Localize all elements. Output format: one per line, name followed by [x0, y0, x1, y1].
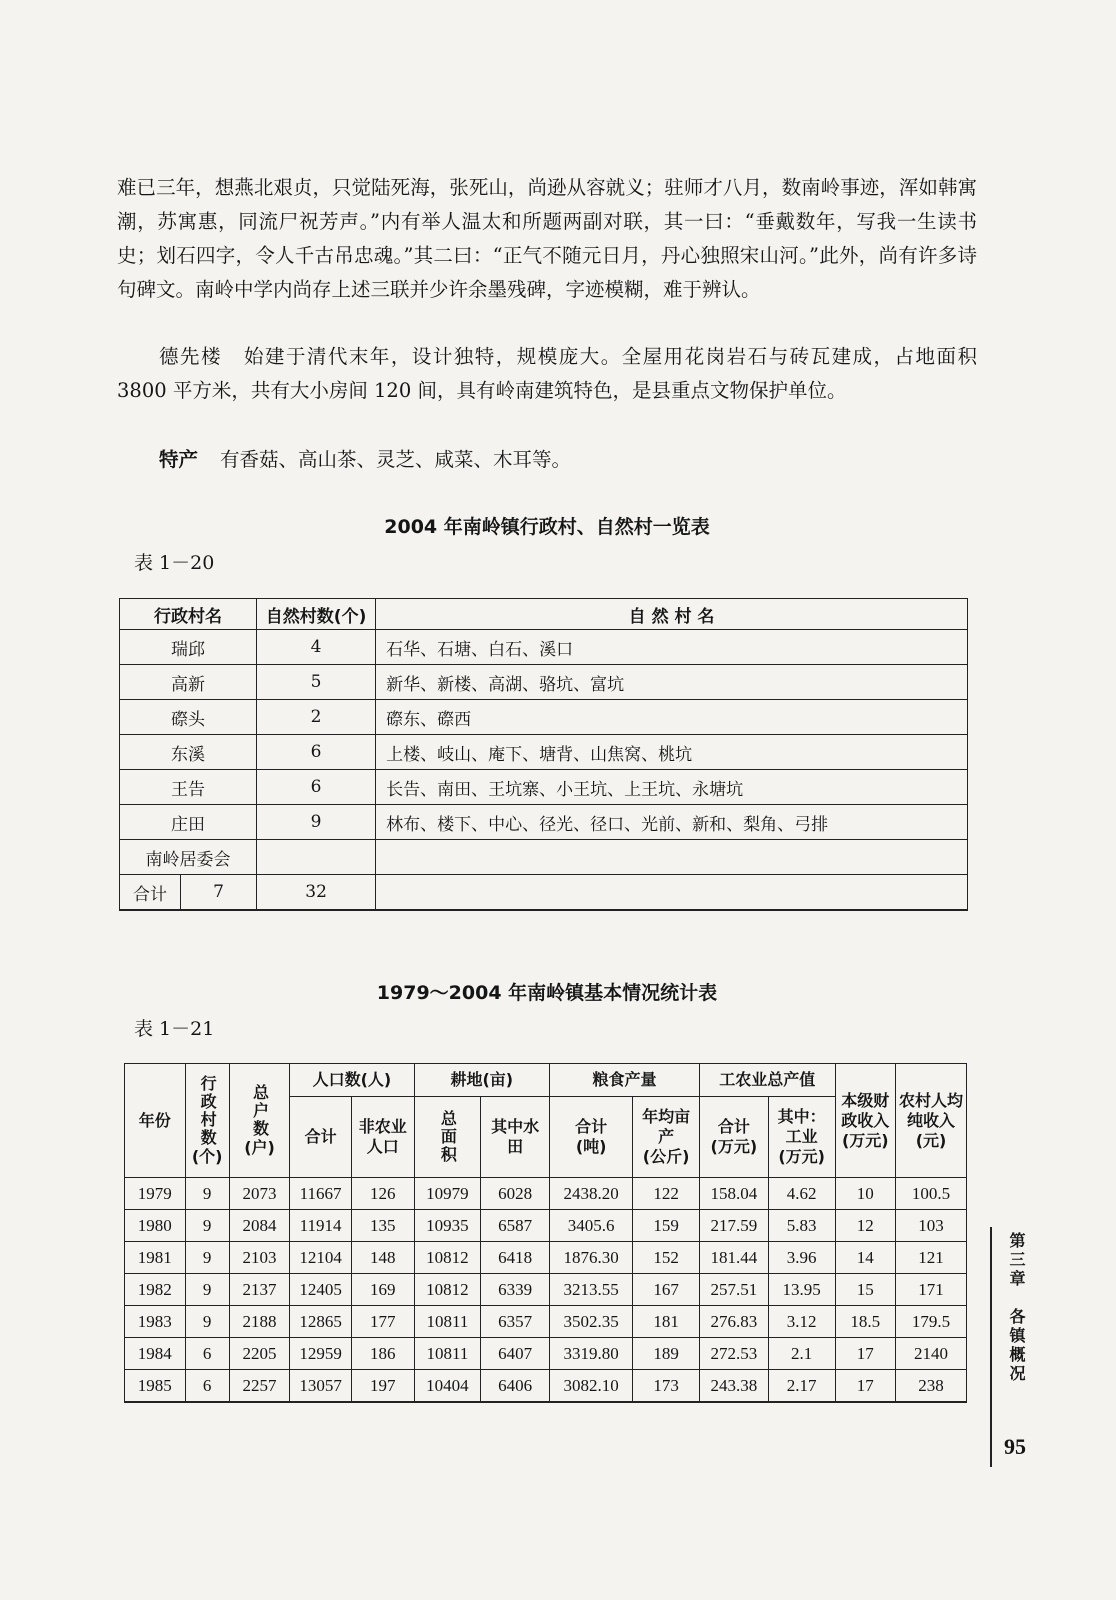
table-row — [125, 1210, 967, 1242]
table-cell: 6587 — [481, 1210, 550, 1242]
table-cell: 171 — [896, 1274, 967, 1306]
table-cell: 6 — [257, 770, 376, 805]
table-row — [125, 1178, 967, 1210]
table-cell: 1980 — [125, 1210, 186, 1242]
table-cell: 5.83 — [768, 1210, 835, 1242]
table-cell: 3082.10 — [550, 1370, 633, 1403]
table-cell: 10979 — [414, 1178, 481, 1210]
header-text: 合计 — [717, 1117, 750, 1136]
table-cell: 4.62 — [768, 1178, 835, 1210]
table-header-row — [120, 599, 968, 630]
paragraph-label: 德先楼 — [159, 345, 222, 368]
table-cell: 1876.30 — [550, 1242, 633, 1274]
header-unit: (万元) — [841, 1130, 889, 1150]
table-cell: 1982 — [125, 1274, 186, 1306]
table-cell: 高新 — [120, 665, 257, 700]
table-cell: 3213.55 — [550, 1274, 633, 1306]
table-cell: 2257 — [229, 1370, 290, 1403]
table-cell: 2084 — [229, 1210, 290, 1242]
column-header: 年份 — [125, 1064, 186, 1178]
table-cell: 6357 — [481, 1306, 550, 1338]
table-cell: 10811 — [414, 1306, 481, 1338]
table-cell: 林布、楼下、中心、径光、径口、光前、新和、梨角、弓排 — [376, 805, 968, 840]
table-cell: 瑞邱 — [120, 630, 257, 665]
table-cell: 2073 — [229, 1178, 290, 1210]
table-row — [120, 700, 968, 735]
header-text: 农村人均纯收入 — [899, 1090, 964, 1130]
header-text: 总面积 — [438, 1110, 458, 1164]
table-cell: 152 — [633, 1242, 700, 1274]
column-header — [414, 1097, 481, 1178]
column-header: 合计 — [290, 1097, 352, 1178]
table-cell: 238 — [896, 1370, 967, 1403]
column-group-header: 人口数(人) — [290, 1064, 414, 1097]
table-cell: 6407 — [481, 1338, 550, 1370]
table-cell: 12 — [835, 1210, 896, 1242]
table-cell: 6418 — [481, 1242, 550, 1274]
header-text: 本级财政收入 — [841, 1090, 890, 1130]
column-header: 其中水田 — [481, 1097, 550, 1178]
table-cell: 12405 — [290, 1274, 352, 1306]
table-cell: 11914 — [290, 1210, 352, 1242]
table-cell: 庄田 — [120, 805, 257, 840]
header-unit: (户) — [244, 1137, 275, 1157]
table-cell: 3.12 — [768, 1306, 835, 1338]
table-cell: 12959 — [290, 1338, 352, 1370]
header-text: 行政村数 — [198, 1074, 218, 1147]
table-cell: 167 — [633, 1274, 700, 1306]
table-row — [120, 735, 968, 770]
table2-title: 1979～2004 年南岭镇基本情况统计表 — [376, 982, 718, 1004]
table-cell: 10404 — [414, 1370, 481, 1403]
table-cell: 2205 — [229, 1338, 290, 1370]
table-row — [120, 840, 968, 875]
paragraph-body: 有香菇、高山茶、灵芝、咸菜、木耳等。 — [220, 448, 572, 471]
table-row — [125, 1274, 967, 1306]
table-cell: 2137 — [229, 1274, 290, 1306]
table-row — [125, 1306, 967, 1338]
table-cell: 122 — [633, 1178, 700, 1210]
table-cell: 1979 — [125, 1178, 186, 1210]
column-header: 非农业人口 — [351, 1097, 414, 1178]
table-cell: 10812 — [414, 1242, 481, 1274]
table-cell: 189 — [633, 1338, 700, 1370]
table-row — [125, 1370, 967, 1403]
column-header — [229, 1064, 290, 1178]
table-cell: 6 — [185, 1338, 229, 1370]
table-cell: 181.44 — [699, 1242, 768, 1274]
table-cell: 6339 — [481, 1274, 550, 1306]
table-cell: 9 — [185, 1178, 229, 1210]
paragraph-specialties — [117, 443, 977, 477]
paragraph-label: 特产 — [159, 448, 199, 471]
table-cell: 2.17 — [768, 1370, 835, 1403]
header-text: 合计 — [575, 1117, 608, 1136]
table-cell: 2 — [257, 700, 376, 735]
table-cell: 13057 — [290, 1370, 352, 1403]
table-cell: 石华、石塘、白石、溪口 — [376, 630, 968, 665]
table-cell: 3.96 — [768, 1242, 835, 1274]
table-cell: 10811 — [414, 1338, 481, 1370]
table-cell: 173 — [633, 1370, 700, 1403]
column-header: 自 然 村 名 — [376, 599, 968, 630]
table-cell: 12104 — [290, 1242, 352, 1274]
table-cell: 上楼、岐山、庵下、塘背、山焦窝、桃坑 — [376, 735, 968, 770]
table-cell: 东溪 — [120, 735, 257, 770]
table-cell: 186 — [351, 1338, 414, 1370]
table-cell: 2188 — [229, 1306, 290, 1338]
header-unit: (个) — [191, 1146, 223, 1166]
column-header: 行政村名 — [120, 599, 257, 630]
table-cell: 3405.6 — [550, 1210, 633, 1242]
village-table — [119, 598, 968, 911]
header-unit: (万元) — [710, 1137, 758, 1156]
paragraph-dexian-tower — [117, 340, 977, 408]
table-cell: 14 — [835, 1242, 896, 1274]
table-cell: 磜东、磜西 — [376, 700, 968, 735]
table-cell: 1981 — [125, 1242, 186, 1274]
table-row — [120, 630, 968, 665]
table-cell: 197 — [351, 1370, 414, 1403]
table-cell: 长告、南田、王坑寨、小王坑、上王坑、永塘坑 — [376, 770, 968, 805]
table-cell: 1984 — [125, 1338, 186, 1370]
table-cell: 17 — [835, 1338, 896, 1370]
table-cell: 4 — [257, 630, 376, 665]
table2-number: 表 1－21 — [134, 1018, 215, 1040]
table-cell: 272.53 — [699, 1338, 768, 1370]
table-cell: 121 — [896, 1242, 967, 1274]
column-header — [835, 1064, 896, 1178]
table-cell: 15 — [835, 1274, 896, 1306]
table-cell: 217.59 — [699, 1210, 768, 1242]
table-cell: 177 — [351, 1306, 414, 1338]
table-cell: 12865 — [290, 1306, 352, 1338]
table-cell: 3319.80 — [550, 1338, 633, 1370]
table-cell — [376, 840, 968, 875]
table-cell: 9 — [257, 805, 376, 840]
table-cell: 11667 — [290, 1178, 352, 1210]
table-cell: 6 — [257, 735, 376, 770]
table-header-row — [125, 1064, 967, 1097]
paragraph-intro: 难已三年，想燕北艰贞，只觉陆死海，张死山，尚逊从容就义；驻师才八月，数南岭事迹，浑如韩寓潮，苏寓惠，同流尸祝芳声。”内有举人温太和所题两副对联，其一曰：“垂戴数年，写我一生读书史；划石四字，令人千古吊忠魂。”其二曰：“正气不随元日月，丹心独照宋山河。”此外，尚有许多诗句碑文。南岭中学内尚存上述三联并少许余墨残碑，字迹模糊，难于辨认。 — [117, 176, 977, 301]
table-cell: 王告 — [120, 770, 257, 805]
table-cell: 6406 — [481, 1370, 550, 1403]
column-group-header: 耕地(亩) — [414, 1064, 550, 1097]
table-cell: 243.38 — [699, 1370, 768, 1403]
table-cell: 磜头 — [120, 700, 257, 735]
page-number: 95 — [1004, 1434, 1026, 1459]
table-cell: 2.1 — [768, 1338, 835, 1370]
table1-title: 2004 年南岭镇行政村、自然村一览表 — [384, 516, 710, 538]
table-cell — [376, 875, 968, 911]
table-cell: 181 — [633, 1306, 700, 1338]
table-cell: 9 — [185, 1210, 229, 1242]
table-cell: 103 — [896, 1210, 967, 1242]
header-text: 总户数 — [250, 1083, 270, 1138]
table-cell: 135 — [351, 1210, 414, 1242]
table-cell: 6 — [185, 1370, 229, 1403]
table-row — [125, 1338, 967, 1370]
total-count: 32 — [257, 875, 376, 911]
table-row — [120, 770, 968, 805]
table-cell: 南岭居委会 — [120, 840, 257, 875]
table-cell: 10 — [835, 1178, 896, 1210]
chapter-label: 第三章 各镇概况 — [1007, 1232, 1026, 1384]
table-row — [120, 805, 968, 840]
table1-number: 表 1－20 — [134, 552, 215, 574]
header-text: 其中：工业 — [777, 1107, 826, 1146]
column-header — [768, 1097, 835, 1178]
table-cell — [257, 840, 376, 875]
header-unit: (公斤) — [642, 1147, 690, 1166]
table-cell: 1985 — [125, 1370, 186, 1403]
table-cell: 17 — [835, 1370, 896, 1403]
header-text: 年均亩产 — [642, 1107, 691, 1146]
table-cell: 100.5 — [896, 1178, 967, 1210]
header-unit: (万元) — [778, 1147, 825, 1166]
total-label: 合计 — [120, 875, 181, 911]
column-header — [550, 1097, 633, 1178]
table-cell: 179.5 — [896, 1306, 967, 1338]
table-cell: 2140 — [896, 1338, 967, 1370]
column-group-header: 工农业总产值 — [699, 1064, 835, 1097]
header-unit: (吨) — [575, 1137, 607, 1156]
table-cell: 10812 — [414, 1274, 481, 1306]
table-cell: 9 — [185, 1306, 229, 1338]
table-cell: 2438.20 — [550, 1178, 633, 1210]
table-cell: 3502.35 — [550, 1306, 633, 1338]
table-cell: 新华、新楼、高湖、骆坑、富坑 — [376, 665, 968, 700]
table-total-row — [120, 875, 968, 911]
table-cell: 5 — [257, 665, 376, 700]
paragraph-body: 始建于清代末年，设计独特，规模庞大。全屋用花岗岩石与砖瓦建成，占地面积 3800 平方米，共有大小房间 120 间，具有岭南建筑特色，是县重点文物保护单位。 — [117, 345, 977, 402]
column-header — [699, 1097, 768, 1178]
table-row — [120, 665, 968, 700]
table-cell: 158.04 — [699, 1178, 768, 1210]
table-cell: 9 — [185, 1274, 229, 1306]
table-cell: 126 — [351, 1178, 414, 1210]
table-cell: 276.83 — [699, 1306, 768, 1338]
table-cell: 13.95 — [768, 1274, 835, 1306]
column-group-header: 粮食产量 — [550, 1064, 700, 1097]
header-unit: (元) — [915, 1130, 947, 1150]
table-cell: 148 — [351, 1242, 414, 1274]
column-header — [633, 1097, 700, 1178]
table-cell: 169 — [351, 1274, 414, 1306]
table-cell: 10935 — [414, 1210, 481, 1242]
margin-rule — [990, 1227, 992, 1467]
column-header — [896, 1064, 967, 1178]
table-cell: 159 — [633, 1210, 700, 1242]
total-villages: 7 — [181, 875, 257, 911]
table-cell: 257.51 — [699, 1274, 768, 1306]
table-cell: 1983 — [125, 1306, 186, 1338]
table-cell: 18.5 — [835, 1306, 896, 1338]
table-cell: 2103 — [229, 1242, 290, 1274]
column-header — [185, 1064, 229, 1178]
table-cell: 9 — [185, 1242, 229, 1274]
table-row — [125, 1242, 967, 1274]
table-cell: 6028 — [481, 1178, 550, 1210]
column-header: 自然村数(个) — [257, 599, 376, 630]
statistics-table — [124, 1063, 967, 1403]
